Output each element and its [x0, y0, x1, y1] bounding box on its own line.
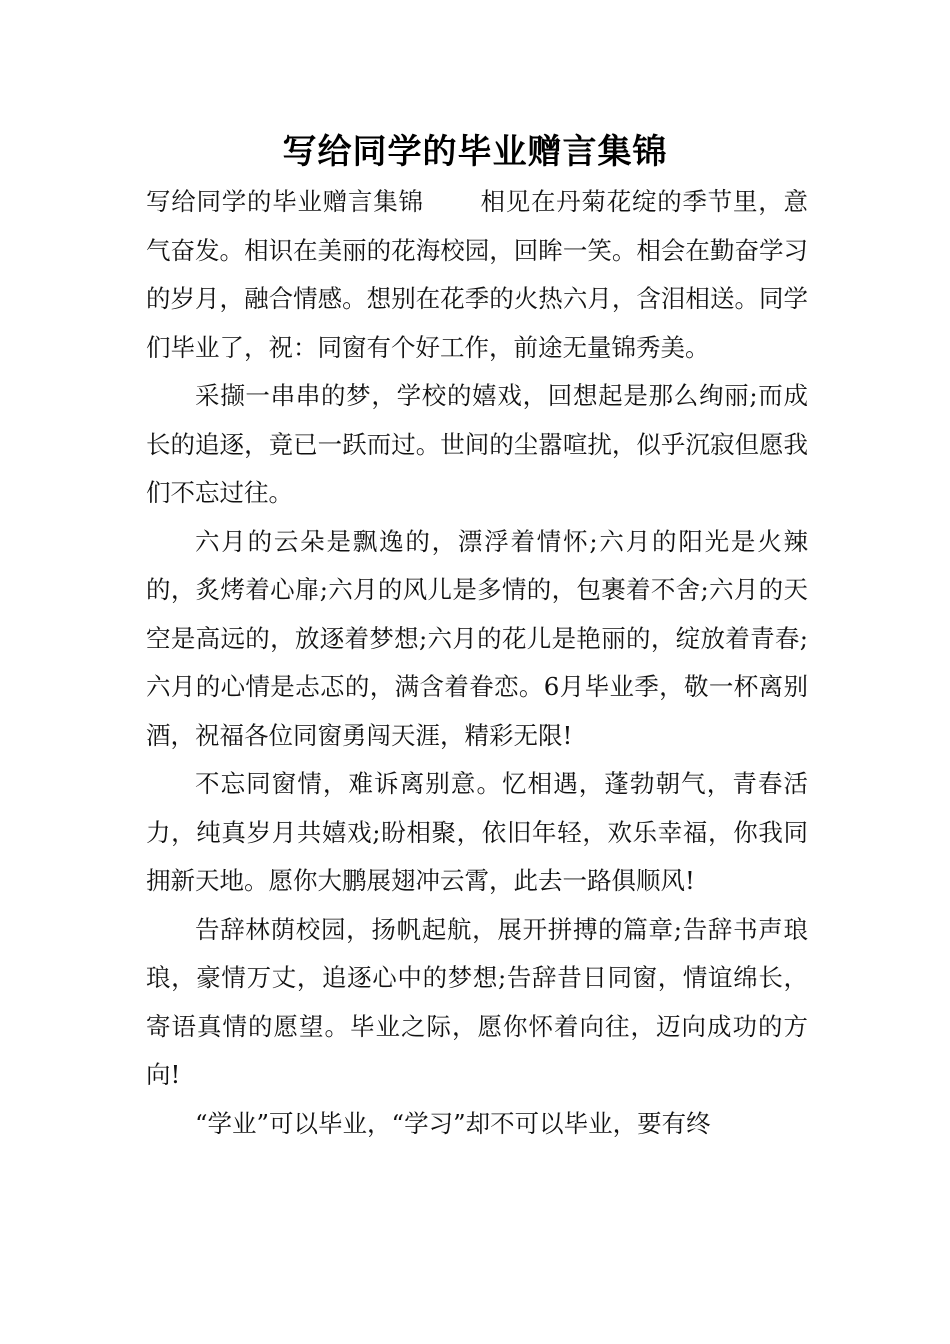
- paragraph-1-text: 相见在丹菊花绽的季节里，意气奋发。相识在美丽的花海校园，回眸一笑。相会在勤奋学习的岁月，融合情感。想别在花季的火热六月，含泪相送。同学们毕业了，祝：同窗有个好工作，前途无量锦秀美。: [146, 187, 808, 362]
- paragraph-4: 不忘同窗情，难诉离别意。忆相遇，蓬勃朝气，青春活力，纯真岁月共嬉戏;盼相聚，依旧年轻，欢乐幸福，你我同拥新天地。愿你大鹏展翅冲云霄，此去一路俱顺风!: [146, 769, 808, 895]
- paragraph-2: 采撷一串串的梦，学校的嬉戏，回想起是那么绚丽;而成长的追逐，竟已一跃而过。世间的尘嚣喧扰，似乎沉寂但愿我们不忘过往。: [146, 381, 808, 507]
- paragraph-6: “学业”可以毕业，“学习”却不可以毕业，要有终: [195, 1108, 711, 1138]
- intro-heading: 写给同学的毕业赠言集锦: [146, 187, 424, 216]
- paragraph-3: 六月的云朵是飘逸的，漂浮着情怀;六月的阳光是火辣的，炙烤着心扉;六月的风儿是多情的，包裹着不舍;六月的天空是高远的，放逐着梦想;六月的花儿是艳丽的，绽放着青春;六月的心情是忐忑的，满含着眷恋。6月毕业季，敬一杯离别酒，祝福各位同窗勇闯天涯，精彩无限!: [146, 526, 808, 750]
- paragraph-1: [146, 178, 808, 372]
- document-title: 写给同学的毕业赠言集锦: [282, 132, 668, 172]
- document-body: [146, 178, 808, 1148]
- paragraph-5: 告辞林荫校园，扬帆起航，展开拼搏的篇章;告辞书声琅琅，豪情万丈，追逐心中的梦想;告辞昔日同窗，情谊绵长，寄语真情的愿望。毕业之际，愿你怀着向往，迈向成功的方向!: [146, 914, 808, 1089]
